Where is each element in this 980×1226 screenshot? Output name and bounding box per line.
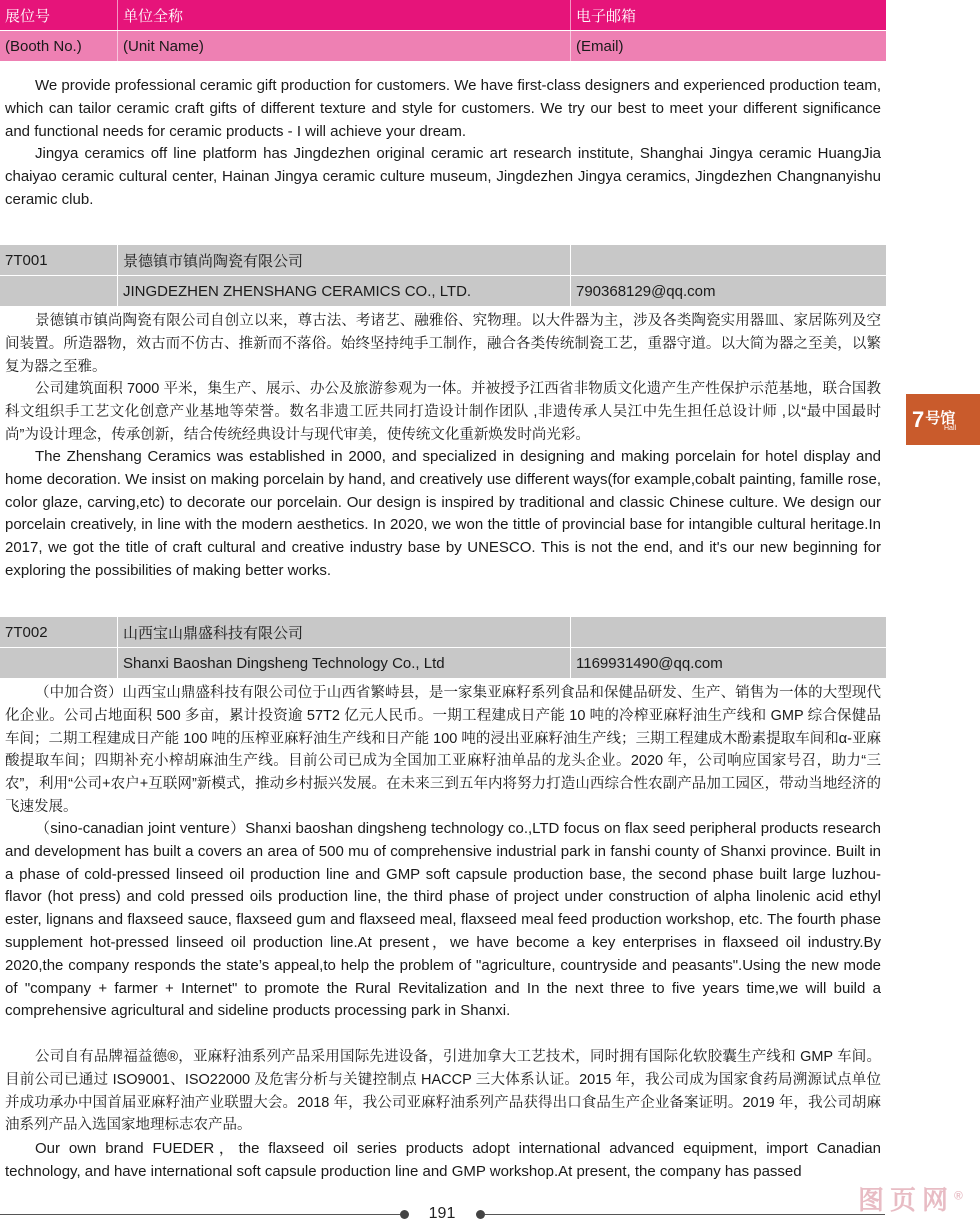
company-name-cn: 景德镇市镇尚陶瓷有限公司: [118, 245, 571, 275]
intro-paragraph: Jingya ceramics off line platform has Jingdezhen original ceramic art research institute, Shanghai Jingya ceramic HuangJia chaiyao ceramic cultural center, Hainan Jingya ceramic culture museum, Jingdezhen Jingya ceramics, Jingdezhen Changnanyishu ceramic club.: [5, 145, 881, 208]
unit-column-header-en: (Unit Name): [118, 31, 571, 61]
exhibitor-row-cn: [0, 245, 886, 275]
watermark-logo: [858, 1180, 963, 1217]
hall-tab: [906, 394, 980, 445]
page-number: 191: [428, 1205, 456, 1222]
company-email: 1169931490@qq.com: [576, 654, 723, 672]
watermark-text: 图页网: [858, 1185, 955, 1215]
footer-dot-left: [400, 1210, 409, 1219]
company-name-en: JINGDEZHEN ZHENSHANG CERAMICS CO., LTD.: [118, 276, 571, 306]
booth-cell-empty: [0, 276, 118, 306]
table-header-row: [0, 0, 886, 30]
hall-sublabel: Hall: [944, 425, 957, 432]
company-description: （中加合资）山西宝山鼎盛科技有限公司位于山西省繁峙县，是一家集亚麻籽系列食品和保健品研发、生产、销售为一体的大型现代化企业。公司占地面积 500 多亩，累计投资逾 57T2 亿元人民币。一期工程建成日产能 10 吨的冷榨亚麻籽油生产线和 GMP 综合保健品车间；二期工程建成日产能 100 吨的压榨亚麻籽油生产线和日产能 100 吨的浸出亚麻籽油生产线；三期工程建成木酚素提取车间和α-亚麻酸提取车间；四期补充小榨胡麻油生产线。目前公司已成为全国加工亚麻籽油单品的龙头企业。2020 年，公司响应国家号召，助力“三农”，利用“公司+农户+互联网”新模式，推动乡村振兴发展。在未来三到五年内将努力打造山西综合性农副产品加工园区，带动当地经济的飞速发展。: [5, 685, 881, 815]
company-name-en: Shanxi Baoshan Dingsheng Technology Co., Ltd: [118, 648, 571, 678]
email-cell-empty: [571, 617, 886, 647]
watermark-registered-mark: ®: [954, 1188, 963, 1203]
company-description: The Zhenshang Ceramics was established in 2000, and specialized in designing and making porcelain for hotel display and home decoration. We insist on making porcelain by hand, and creatively use different ways(for example,cobalt painting, famille rose, color glaze, carving,etc) to decorate our porcelain. Our design is inspired by traditional and classic Chinese culture. We design our porcelain creatively, in line with the modern aesthetics. In 2020, we won the tittle of provincial base for intangible cultural heritage.In 2017, we got the title of craft cultural and creative industry base by UNESCO. This is not the end, and it's our new beginning for exploring the possibilities of making better works.: [5, 448, 881, 579]
exhibitor-row-cn: [0, 617, 886, 647]
company-description: 公司自有品牌福益德®，亚麻籽油系列产品采用国际先进设备，引进加拿大工艺技术，同时拥有国际化软胶囊生产线和 GMP 车间。目前公司已通过 ISO9001、ISO22000 及危害分析与关键控制点 HACCP 三大体系认证。2015 年，我公司成为国家食药局溯源试点单位并成功承办中国首届亚麻籽油产业联盟大会。2018 年，我公司亚麻籽油系列产品获得出口食品生产企业备案证明。2019 年，我公司胡麻油系列产品入选国家地理标志农产品。: [5, 1049, 881, 1134]
email-column-header: 电子邮箱: [576, 7, 637, 25]
company-email: 790368129@qq.com: [576, 282, 716, 300]
unit-column-header: 单位全称: [118, 0, 571, 30]
company-description: 景德镇市镇尚陶瓷有限公司自创立以来，尊古法、考诸艺、融雅俗、究物理。以大件器为主，涉及各类陶瓷实用器皿、家居陈列及空间装置。所造器物，效古而不仿古、推新而不落俗。始终坚持纯手工制作，融合各类传统制瓷工艺，重器守道。以大简为器之至美，以繁复为器之至雅。: [5, 313, 881, 375]
company-name-cn: 山西宝山鼎盛科技有限公司: [118, 617, 571, 647]
exhibitor-row-en: [0, 648, 886, 678]
company-description: Our own brand FUEDER，the flaxseed oil series products adopt international advanced equipment, import Canadian technology, and have international soft capsule production line and GMP workshop.At present, the company has passed: [5, 1140, 881, 1180]
hall-number: 7: [912, 406, 925, 432]
hall-label: 号馆: [925, 410, 956, 427]
booth-cell-empty: [0, 648, 118, 678]
booth-number: 7T001: [0, 245, 118, 275]
footer-dot-right: [476, 1210, 485, 1219]
intro-paragraph: We provide professional ceramic gift production for customers. We have first-class designers and experienced production team, which can tailor ceramic craft gifts of different texture and style for customers. We try our best to meet your different significance and functional needs for ceramic products - I will achieve your dream.: [5, 77, 881, 140]
footer-rule-left: [0, 1214, 400, 1215]
company-description: 公司建筑面积 7000 平米，集生产、展示、办公及旅游参观为一体。并被授予江西省非物质文化遗产生产性保护示范基地，联合国教科文组织手工艺文化创意产业基地等荣誉。数名非遗工匠共同打造设计制作团队 ,非遗传承人吴江中先生担任总设计师 ,以“最中国最时尚”为设计理念，传承创新，结合传统经典设计与现代审美，使传统文化重新焕发时尚光彩。: [5, 381, 881, 443]
booth-column-header: 展位号: [0, 0, 118, 30]
exhibitor-row-en: [0, 276, 886, 306]
company-description: （sino-canadian joint venture）Shanxi baoshan dingsheng technology co.,LTD focus on flax seed peripheral products research and development has built a covers an area of 500 mu of comprehensive industrial park in fanshi county of Shanxi province. Built in a phase of cold-pressed linseed oil production line and GMP soft capsule production base, the second phase built large luzhou-flavor (hot press) and cold pressed oils production line, the third phase of project under construction of alpha linolenic acid ethyl ester, lignans and flaxseed sauce, flaxseed gum and flaxseed meal, flaxseed meal feed production workshop, etc. The fourth phase supplement hot-pressed linseed oil production line.At present，we have become a key enterprises in flaxseed oil industry.By 2020,the company responds the state’s appeal,to help the problem of "agriculture, countryside and peasants".Using the new mode of "company + farmer + Internet" to promote the Rural Revitalization and In the next three to five years time,we will build a comprehensive agricultural and sideline products processing park in Shanxi.: [5, 820, 881, 1020]
footer-rule-right: [485, 1214, 885, 1215]
booth-column-header-en: (Booth No.): [0, 31, 118, 61]
email-cell-empty: [571, 245, 886, 275]
email-column-header-en: (Email): [576, 37, 624, 55]
booth-number: 7T002: [0, 617, 118, 647]
table-header-row-en: [0, 31, 886, 61]
